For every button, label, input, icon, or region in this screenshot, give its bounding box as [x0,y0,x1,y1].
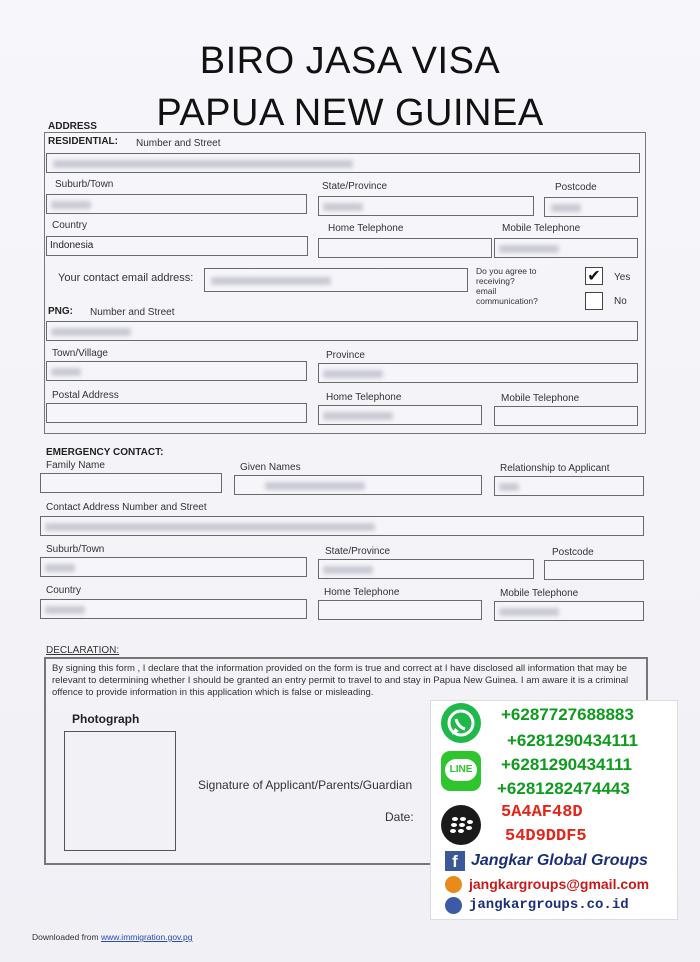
email-icon [445,876,462,893]
png-street-field[interactable] [46,321,638,341]
bbm-pin-2: 54D9DDF5 [505,827,587,846]
emergency-country-field[interactable] [40,599,307,619]
png-home-telephone-field[interactable] [318,405,482,425]
relationship-field[interactable] [494,476,644,496]
agree-yes-label: Yes [614,272,631,283]
photograph-label: Photograph [72,712,140,726]
suburb-label: Suburb/Town [55,179,114,190]
country-field[interactable]: Indonesia [46,236,308,256]
suburb-field[interactable] [46,194,307,214]
declaration-label: DECLARATION: [46,645,120,656]
title-line-1: BIRO JASA VISA [199,40,501,82]
line-number-2: +6281282474443 [497,779,630,798]
email-field[interactable] [204,268,468,292]
province-label: Province [326,350,365,361]
emergency-home-telephone-field[interactable] [318,600,482,620]
emergency-postcode-field[interactable] [544,560,644,580]
signature-label: Signature of Applicant/Parents/Guardian [198,778,413,792]
website-address: jangkargroups.co.id [469,897,629,913]
mobile-telephone-field[interactable] [494,238,638,258]
town-village-label: Town/Village [52,348,108,359]
family-name-label: Family Name [46,460,105,471]
relationship-label: Relationship to Applicant [500,463,610,474]
postcode-label: Postcode [555,182,597,193]
emergency-state-label: State/Province [325,546,391,557]
contact-address-field[interactable] [40,516,644,536]
photograph-box [64,731,176,851]
postcode-field[interactable] [544,197,638,217]
source-link[interactable]: www.immigration.gov.pg [101,932,193,942]
home-telephone-field[interactable] [318,238,492,258]
postal-address-field[interactable] [46,403,307,423]
png-mobile-telephone-field[interactable] [494,406,638,426]
residential-street-label: Number and Street [136,138,221,149]
line-number-1: +6281290434111 [501,755,632,774]
png-home-telephone-label: Home Telephone [326,392,402,403]
emergency-postcode-label: Postcode [552,547,594,558]
declaration-text: By signing this form , I declare that the information provided on the form is true and correct at I have disclosed all information that may be relevant to determining whether I should be granted an entry permit to travel to and stay in Papua New Guinea. I am aware it is a criminal offence to provide information in this application which is false or misleading. [52,663,629,698]
emergency-suburb-field[interactable] [40,557,307,577]
given-names-label: Given Names [240,462,301,473]
downloaded-from: Downloaded from www.immigration.gov.pg [32,932,193,942]
emergency-mobile-telephone-label: Mobile Telephone [500,588,579,599]
email-label: Your contact email address: [58,272,194,284]
globe-icon [445,897,462,914]
emergency-country-label: Country [46,585,82,596]
agree-no-checkbox[interactable] [585,292,603,310]
mobile-telephone-label: Mobile Telephone [502,223,581,234]
facebook-name: Jangkar Global Groups [471,852,648,869]
agree-yes-checkbox[interactable]: ✔ [585,267,603,285]
png-street-label: Number and Street [90,307,175,318]
png-label: PNG: [48,306,73,317]
home-telephone-label: Home Telephone [328,223,404,234]
residential-street-field[interactable] [46,153,640,173]
agree-question: Do you agree to receiving? email communication? [476,266,538,306]
residential-label: RESIDENTIAL: [48,136,118,147]
emergency-contact-label: EMERGENCY CONTACT: [46,447,164,458]
address-section-label: ADDRESS [48,121,97,132]
line-icon: LINE [441,751,481,791]
postal-address-label: Postal Address [52,390,119,401]
contact-promo-overlay [430,700,678,920]
family-name-field[interactable] [40,473,222,493]
contact-address-label: Contact Address Number and Street [46,502,207,513]
province-field[interactable] [318,363,638,383]
bbm-pin-1: 5A4AF48D [501,803,583,822]
state-label: State/Province [322,181,388,192]
agree-no-label: No [614,296,627,307]
emergency-suburb-label: Suburb/Town [46,544,105,555]
whatsapp-number-1: +6287727688883 [501,705,634,724]
state-field[interactable] [318,196,534,216]
given-names-field[interactable] [234,475,482,495]
blackberry-icon [441,805,481,845]
emergency-state-field[interactable] [318,559,534,579]
facebook-icon: f [445,851,465,871]
email-address: jangkargroups@gmail.com [469,876,650,892]
emergency-mobile-telephone-field[interactable] [494,601,644,621]
whatsapp-number-2: +6281290434111 [507,731,638,750]
country-label: Country [52,220,88,231]
emergency-home-telephone-label: Home Telephone [324,587,400,598]
png-mobile-telephone-label: Mobile Telephone [501,393,580,404]
date-label: Date: [385,810,414,824]
town-village-field[interactable] [46,361,307,381]
whatsapp-icon [441,703,481,743]
title-line-2: PAPUA NEW GUINEA [156,92,544,134]
